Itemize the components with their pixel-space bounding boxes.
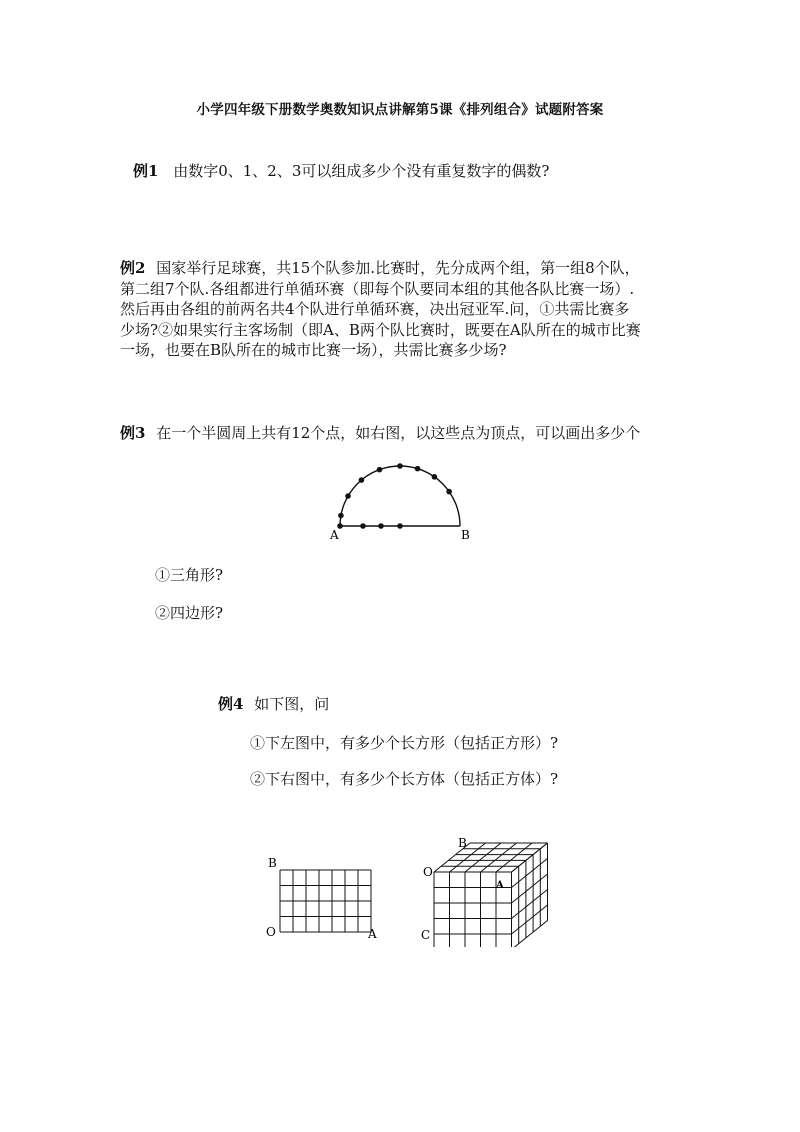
example-3-label: 例3 bbox=[120, 424, 146, 442]
cube-line bbox=[512, 905, 548, 934]
semicircle-point bbox=[345, 493, 351, 499]
cube-figure bbox=[414, 832, 564, 947]
point-a-label: A bbox=[330, 528, 339, 542]
semicircle-point bbox=[446, 489, 452, 495]
example-1-text: 由数字0、1、2、3可以组成多少个没有重复数字的偶数? bbox=[173, 162, 550, 180]
cube-line bbox=[465, 843, 501, 872]
example-4-question-2: ②下右图中，有多少个长方体（包括正方体）? bbox=[250, 770, 559, 788]
grid-o-label: O bbox=[266, 925, 276, 939]
example-3 bbox=[120, 424, 640, 442]
cube-line bbox=[481, 843, 517, 872]
example-4-label: 例4 bbox=[218, 695, 244, 713]
cube-line bbox=[450, 843, 486, 872]
example-1-label: 例1 bbox=[133, 162, 159, 180]
cube-line bbox=[512, 843, 548, 872]
semicircle-figure bbox=[320, 455, 490, 550]
example-2-line: 然后再由各组的前两名共4个队进行单循环赛，决出冠亚军.问，①共需比赛多 bbox=[120, 300, 630, 318]
example-3-text: 在一个半圆周上共有12个点，如右图，以这些点为顶点，可以画出多少个 bbox=[156, 424, 641, 442]
example-4-question-1: ①下左图中，有多少个长方形（包括正方形）? bbox=[250, 734, 559, 752]
example-2-text: 国家举行足球赛，共15个队参加.比赛时，先分成两个组，第一组8个队， bbox=[156, 259, 640, 277]
point-b-label: B bbox=[461, 528, 470, 542]
example-2-line: 一场，也要在B队所在的城市比赛一场），共需比赛多少场? bbox=[120, 341, 507, 359]
cube-a-label: A bbox=[496, 880, 504, 891]
rectangle-grid bbox=[280, 870, 371, 932]
example-4 bbox=[218, 695, 329, 713]
semicircle-point bbox=[338, 513, 344, 519]
example-4-text: 如下图，问 bbox=[254, 695, 330, 713]
cube-grid bbox=[434, 843, 548, 947]
example-2-line bbox=[120, 258, 680, 279]
example-2-label: 例2 bbox=[120, 259, 146, 277]
semicircle-point bbox=[432, 474, 438, 480]
page-title: 小学四年级下册数学奥数知识点讲解第5课《排列组合》试题附答案 bbox=[196, 102, 604, 118]
cube-b-label: B bbox=[458, 836, 467, 850]
example-3-question-1: ①三角形? bbox=[155, 566, 224, 584]
rectangle-grid-figure bbox=[262, 850, 387, 945]
cube-c-label: C bbox=[421, 928, 431, 942]
diameter-point bbox=[360, 523, 366, 529]
example-2-line: 少场?②如果实行主客场制（即A、B两个队比赛时，既要在A队所在的城市比赛 bbox=[120, 320, 641, 339]
semicircle-points bbox=[337, 463, 452, 529]
cube-line bbox=[512, 874, 548, 903]
diameter-point bbox=[378, 523, 384, 529]
cube-line bbox=[512, 890, 548, 919]
example-2 bbox=[120, 258, 680, 361]
diameter-point bbox=[397, 523, 403, 529]
semicircle-point bbox=[397, 463, 403, 469]
cube-line bbox=[512, 921, 548, 948]
semicircle-point bbox=[415, 466, 421, 472]
grid-a-label: A bbox=[368, 927, 377, 941]
semicircle-arc bbox=[340, 466, 460, 526]
semicircle-point bbox=[377, 467, 383, 473]
example-3-question-2: ②四边形? bbox=[155, 604, 224, 622]
example-1 bbox=[133, 162, 549, 180]
cube-o-label: O bbox=[423, 865, 433, 879]
cube-line bbox=[496, 843, 532, 872]
grid-b-label: B bbox=[268, 856, 277, 870]
cube-line bbox=[512, 859, 548, 888]
example-2-line: 第二组7个队.各组都进行单循环赛（即每个队要同本组的其他各队比赛一场）. bbox=[120, 279, 635, 298]
semicircle-point bbox=[359, 477, 365, 483]
